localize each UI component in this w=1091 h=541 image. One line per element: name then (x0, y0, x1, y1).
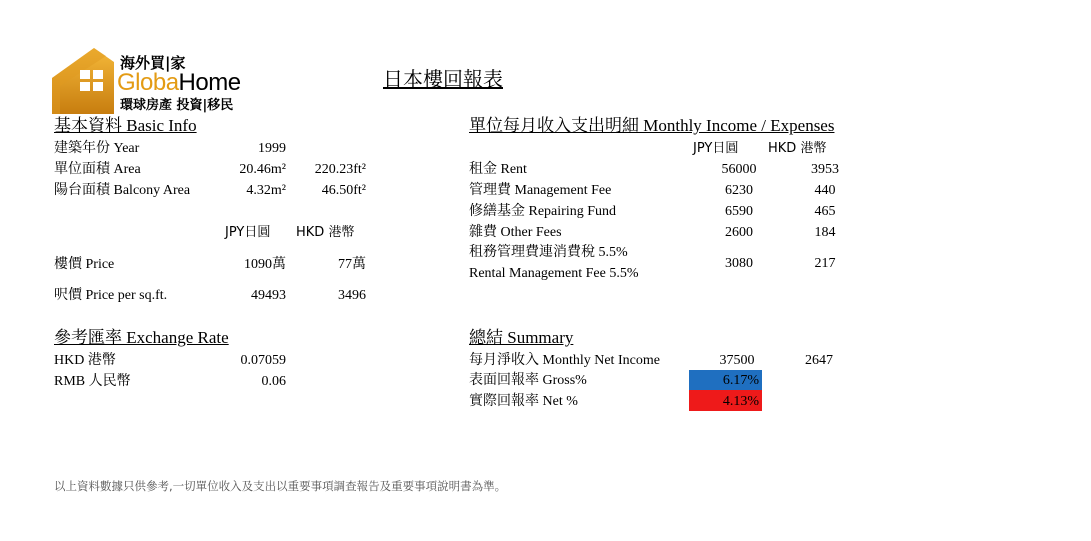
sqft-hkd-value: 3496 (338, 288, 366, 303)
logo-cn-bottom: 環球房產 投資|移民 (120, 98, 234, 113)
management-fee-label: 管理費 Management Fee (469, 183, 612, 198)
price-label: 樓價 Price (54, 257, 115, 272)
sqft-label: 呎價 Price per sq.ft. (54, 288, 168, 303)
area-label: 單位面積 Area (54, 162, 141, 177)
net-income-label: 每月淨收入 Monthly Net Income (469, 353, 660, 368)
net-income-jpy: 37500 (719, 353, 755, 368)
rent-jpy: 56000 (721, 162, 757, 177)
other-fees-hkd: 184 (814, 225, 836, 240)
area-ft2-value: 220.23ft² (314, 162, 366, 177)
summary-heading: 總結 Summary (469, 328, 574, 347)
disclaimer: 以上資料數據只供參考,一切單位收入及支出以重要事項調查報告及重要事項說明書為準。 (54, 479, 507, 493)
sqft-jpy-value: 49493 (251, 288, 286, 303)
gross-yield-label: 表面回報率 Gross% (469, 373, 587, 388)
price-hkd-value: 77萬 (338, 257, 366, 272)
repairing-fund-hkd: 465 (814, 204, 836, 219)
management-fee-jpy: 6230 (725, 183, 753, 198)
monthly-col-hkd: HKD 港幣 (768, 141, 827, 156)
rental-management-label-en: Rental Management Fee 5.5% (469, 266, 639, 281)
management-fee-hkd: 440 (814, 183, 836, 198)
balcony-label: 陽台面積 Balcony Area (54, 183, 191, 198)
logo-brand-part1: Globa (117, 69, 179, 96)
repairing-fund-jpy: 6590 (725, 204, 753, 219)
repairing-fund-label: 修繕基金 Repairing Fund (469, 204, 616, 219)
rent-hkd: 3953 (811, 162, 839, 177)
price-jpy-value: 1090萬 (244, 257, 286, 272)
monthly-heading: 單位每月收入支出明細 Monthly Income / Expenses (469, 116, 835, 135)
rental-management-label-cn: 租務管理費連消費稅 5.5% (469, 245, 628, 260)
logo-cn-top: 海外買|家 (120, 54, 186, 72)
exchange-rmb-value: 0.06 (261, 374, 286, 389)
exchange-heading: 參考匯率 Exchange Rate (54, 328, 229, 347)
net-yield-label: 實際回報率 Net % (469, 394, 578, 409)
other-fees-label: 雜費 Other Fees (469, 225, 562, 240)
basic-col-jpy: JPY日圓 (225, 225, 271, 240)
area-m2-value: 20.46m² (239, 162, 286, 177)
gross-yield-value: 6.17% (722, 373, 759, 388)
rental-management-jpy: 3080 (725, 256, 753, 271)
other-fees-jpy: 2600 (725, 225, 753, 240)
rental-management-hkd: 217 (814, 256, 836, 271)
year-value: 1999 (258, 141, 286, 156)
exchange-rmb-label: RMB 人民幣 (54, 374, 131, 389)
basic-col-hkd: HKD 港幣 (296, 225, 355, 240)
monthly-col-jpy: JPY日圓 (693, 141, 739, 156)
exchange-hkd-value: 0.07059 (240, 353, 286, 368)
net-yield-value: 4.13% (722, 394, 759, 409)
basic-info-heading: 基本資料 Basic Info (54, 116, 197, 135)
balcony-m2-value: 4.32m² (246, 183, 286, 198)
page-title: 日本樓回報表 (383, 69, 503, 91)
balcony-ft2-value: 46.50ft² (321, 183, 366, 198)
logo-brand (117, 70, 241, 96)
rent-label: 租金 Rent (469, 162, 527, 177)
logo-brand-part2: Home (178, 69, 241, 96)
exchange-hkd-label: HKD 港幣 (54, 353, 116, 368)
year-label: 建築年份 Year (54, 141, 140, 156)
net-income-hkd: 2647 (805, 353, 833, 368)
